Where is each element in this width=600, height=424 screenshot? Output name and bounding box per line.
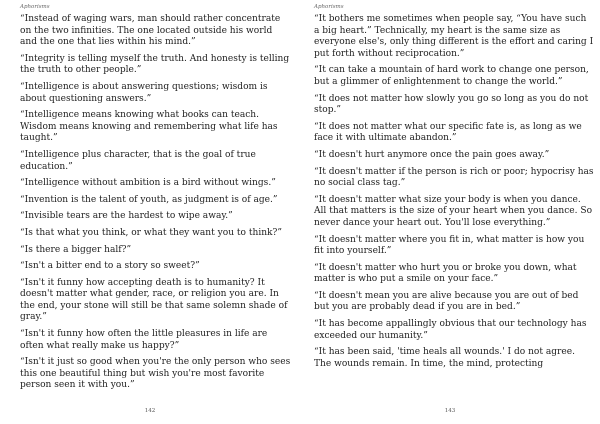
quote: “It doesn't matter if the person is rich or poor; hypocrisy has no social class tag.”: [314, 166, 594, 189]
page-number: 143: [444, 408, 456, 414]
quote-list: [314, 14, 594, 375]
quote: “It has become appallingly obvious that our technology has exceeded our humanity.”: [314, 319, 587, 341]
quote: “It can take a mountain of hard work to change one person, but a glimmer of enlightenment to change the world.”: [314, 65, 589, 87]
quote: “Integrity is telling myself the truth. And honesty is telling the truth to other people.”: [20, 53, 290, 76]
quote: “It doesn't matter what size your body is when you dance. All that matters is the size of your heart when you dance. So never dance your heart out. You'll lose everything.”: [314, 194, 593, 228]
quote: “Invisible tears are the hardest to wipe away.”: [20, 211, 233, 222]
running-header: Aphorisms: [20, 4, 50, 10]
quote: “Isn't it just so good when you're the only person who sees this one beautiful thing but wish you're most favorite person seen it with you.”: [20, 357, 291, 391]
quote: “Intelligence plus character, that is the goal of true education.”: [20, 149, 256, 172]
right-page: [300, 0, 600, 424]
quote: “It does not matter what our specific fate is, as long as we face it with ultimate abandon.”: [314, 121, 582, 144]
quote: “It does not matter how slowly you go so long as you do not stop.”: [314, 93, 589, 116]
quote: “It doesn't mean you are alive because you are out of bed but you are probably dead if you are in bed.”: [314, 290, 579, 313]
quote: “Isn't it funny how often the little pleasures in life are often what really make us happy?”: [20, 329, 268, 351]
quote-list: [20, 14, 292, 397]
quote: “It doesn't matter who hurt you or broke you down, what matter is who put a smile on your face.”: [314, 262, 577, 285]
quote: “It has been said, 'time heals all wounds.' I do not agree. The wounds remain. In time, the mind, protecting: [314, 347, 575, 369]
quote: “It doesn't matter where you fit in, what matter is how you fit into yourself.”: [314, 234, 585, 257]
page-number: 142: [144, 408, 156, 414]
quote: “It doesn't hurt anymore once the pain goes away.”: [314, 149, 550, 160]
quote: “Intelligence without ambition is a bird without wings.”: [20, 178, 276, 189]
quote: “Isn't a bitter end to a story so sweet?”: [20, 261, 200, 272]
quote: “Intelligence means knowing what books can teach. Wisdom means knowing and remembering what life has taught.”: [20, 110, 278, 144]
quote: “Intelligence is about answering questions; wisdom is about questioning answers.”: [20, 81, 268, 104]
quote: “It bothers me sometimes when people say, “You have such a big heart.” Technically, my heart is the same size as everyone else's, only thing different is the effort and caring I put forth without reciprocation.”: [314, 14, 594, 59]
quote: “Isn't it funny how accepting death is to humanity? It doesn't matter what gender, race, or religion you are. In the end, your stone will still be that same solemn shade of gray.”: [20, 277, 288, 323]
quote: “Is there a bigger half?”: [20, 244, 132, 255]
quote: “Invention is the talent of youth, as judgment is of age.”: [20, 194, 278, 205]
quote: “Instead of waging wars, man should rather concentrate on the two infinities. The one located outside his world and the one that lies within his mind.”: [20, 14, 281, 48]
quote: “Is that what you think, or what they want you to think?”: [20, 227, 282, 238]
running-header: Aphorisms: [314, 4, 344, 10]
